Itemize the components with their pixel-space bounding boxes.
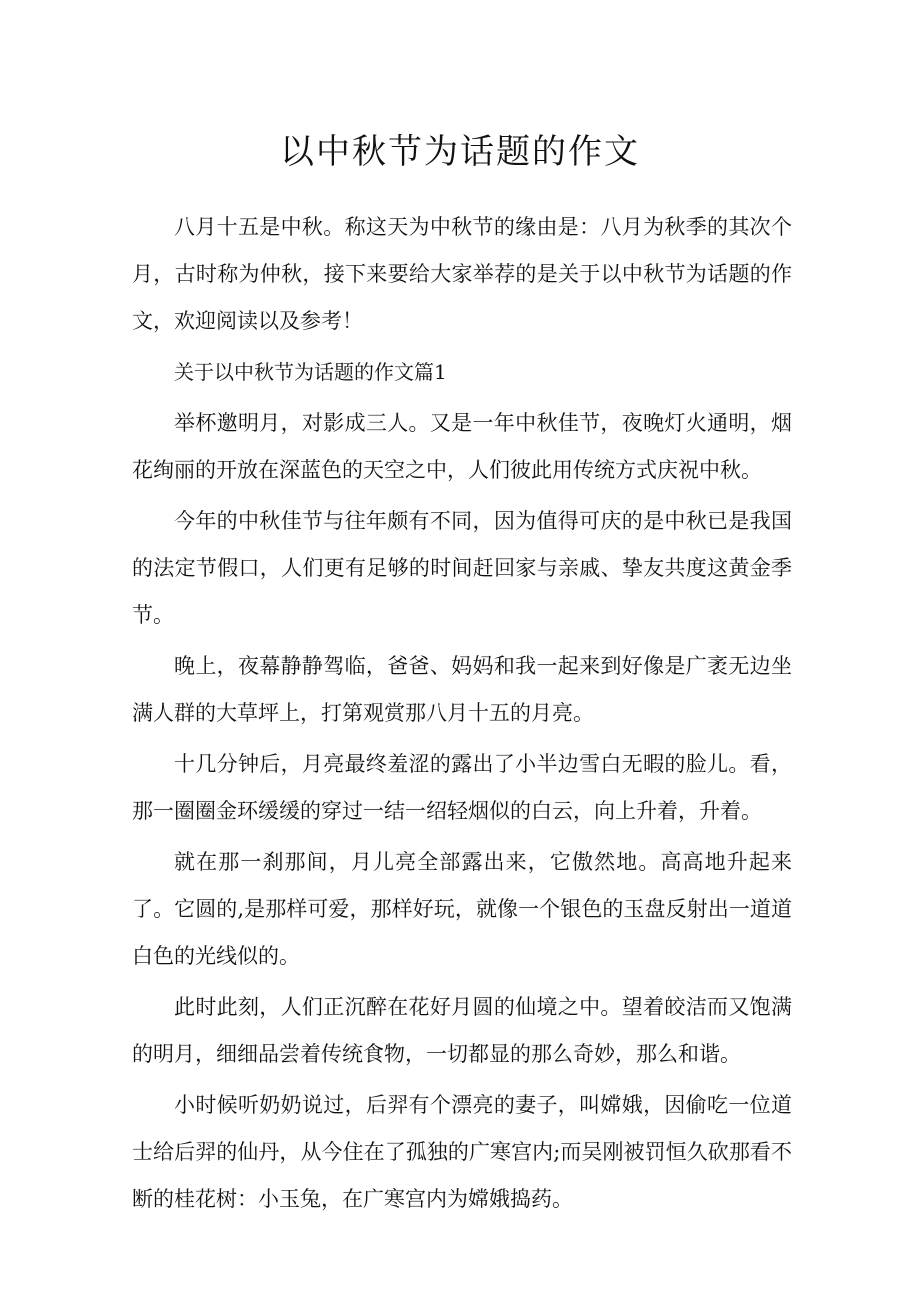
body-paragraph: 就在那一刹那间，月儿亮全部露出来，它傲然地。高高地升起来了。它圆的,是那样可爱，那样好玩，就像一个银色的玉盘反射出一道道白色的光线似的。	[132, 850, 792, 968]
body-paragraph: 十几分钟后，月亮最终羞涩的露出了小半边雪白无暇的脸儿。看，那一圈圈金环缓缓的穿过一结一绍轻烟似的白云，向上升着，升着。	[132, 752, 792, 823]
body-paragraph: 举杯邀明月，对影成三人。又是一年中秋佳节，夜晚灯火通明，烟花绚丽的开放在深蓝色的天空之中，人们彼此用传统方式庆祝中秋。	[132, 411, 792, 482]
body-paragraph: 今年的中秋佳节与往年颇有不同，因为值得可庆的是中秋已是我国的法定节假口，人们更有足够的时间赶回家与亲戚、挚友共度这黄金季节。	[132, 509, 792, 627]
body-paragraph: 小时候听奶奶说过，后羿有个漂亮的妻子，叫嫦娥，因偷吃一位道士给后羿的仙丹，从今住在了孤独的广寒宫内;而吴刚被罚恒久砍那看不断的桂花树：小玉兔，在广寒宫内为嫦娥捣药。	[132, 1093, 792, 1211]
intro-paragraph: 八月十五是中秋。称这天为中秋节的缘由是：八月为秋季的其次个月，古时称为仲秋，接下来要给大家举荐的是关于以中秋节为话题的作文，欢迎阅读以及参考！	[132, 215, 792, 333]
section-heading: 关于以中秋节为话题的作文篇1	[174, 360, 447, 384]
body-paragraph: 晚上，夜幕静静驾临，爸爸、妈妈和我一起来到好像是广袤无边坐满人群的大草坪上，打第观赏那八月十五的月亮。	[132, 654, 792, 725]
document-body	[132, 204, 792, 1227]
body-paragraph: 此时此刻，人们正沉醉在花好月圆的仙境之中。望着皎洁而又饱满的明月，细细品尝着传统食物，一切都显的那么奇妙，那么和谐。	[132, 995, 792, 1066]
document-title: 以中秋节为话题的作文	[280, 132, 640, 172]
